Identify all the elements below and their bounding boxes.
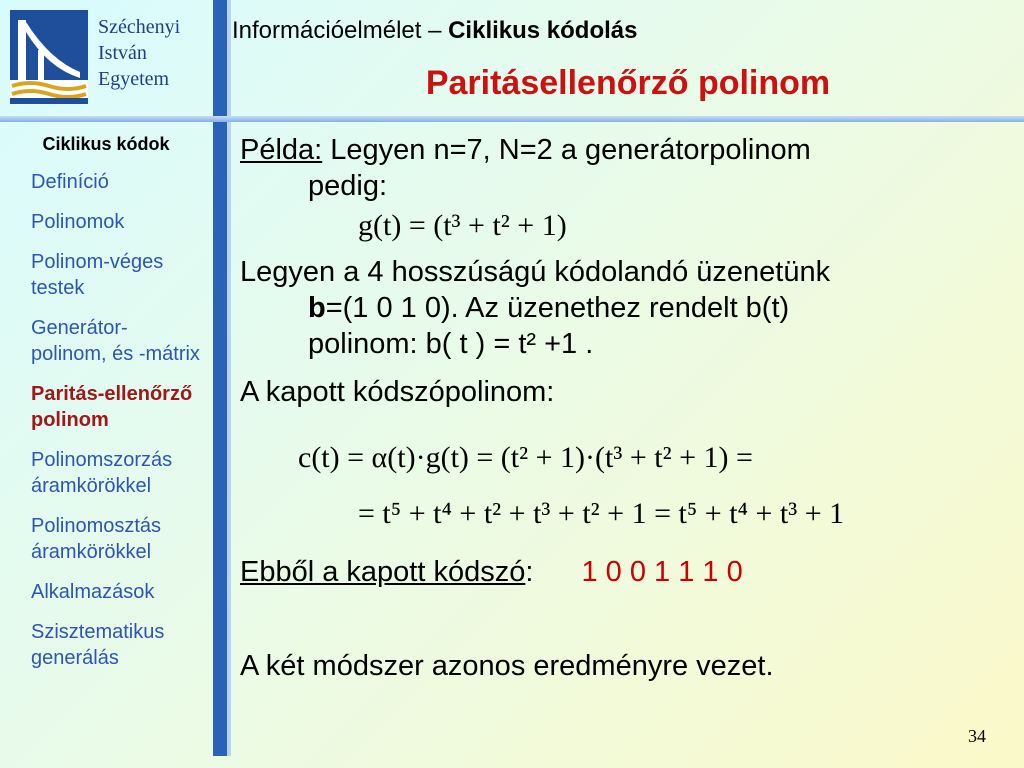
- sidebar-item-polinomosztas[interactable]: Polinomosztás áramkörökkel: [31, 515, 162, 563]
- course-header: [232, 17, 638, 45]
- horizontal-divider: [0, 116, 1024, 122]
- codeword-formula-1: c(t) = α(t)·g(t) = (t² + 1)·(t³ + t² + 1) =: [298, 441, 753, 474]
- sidebar-heading[interactable]: Ciklikus kódok: [42, 134, 170, 154]
- university-logo: [10, 10, 88, 104]
- sidebar-item-szisztematikus[interactable]: Szisztematikus generálás: [31, 621, 165, 669]
- page-number: 34: [968, 726, 986, 746]
- conclusion: A két módszer azonos eredményre vezet.: [240, 650, 774, 682]
- message-b-symbol: b: [308, 292, 326, 324]
- slide-title: Paritásellenőrző polinom: [425, 64, 831, 102]
- course-name: Információelmélet –: [232, 17, 449, 44]
- message-polynomial: polinom: b( t ) = t² +1 .: [308, 328, 594, 360]
- sidebar-item-polinom-veges-testek[interactable]: Polinom-véges testek: [31, 251, 164, 299]
- example-text: Legyen n=7, N=2 a generátorpolinom: [322, 134, 811, 166]
- result-label: Ebből a kapott kódszó: [240, 556, 526, 588]
- result-line: [240, 554, 1010, 590]
- chapter-name: Ciklikus kódolás: [448, 17, 638, 44]
- example-label: Példa:: [240, 134, 323, 166]
- message-line2: [240, 290, 1010, 326]
- generator-formula: g(t) = (t³ + t² + 1): [358, 209, 567, 242]
- slide-content: [240, 132, 1010, 684]
- sidebar-item-paritas-ellenorzo[interactable]: Paritás-ellenőrző polinom: [31, 383, 193, 431]
- example-line: [240, 132, 1010, 168]
- university-line1: Széchenyi: [98, 16, 181, 38]
- sidebar-item-polinomszorzas[interactable]: Polinomszorzás áramkörökkel: [31, 449, 173, 497]
- codeword-value: 1 0 0 1 1 1 0: [581, 556, 743, 588]
- message-line1: Legyen a 4 hosszúságú kódolandó üzenetünk: [240, 256, 831, 288]
- sidebar-item-alkalmazasok[interactable]: Alkalmazások: [31, 581, 155, 603]
- sidebar-nav: [0, 130, 212, 685]
- result-colon: :: [525, 556, 534, 588]
- codeword-poly-heading: A kapott kódszópolinom:: [240, 376, 555, 408]
- example-text-cont: pedig:: [308, 170, 388, 202]
- sidebar-item-definicio[interactable]: Definíció: [31, 171, 109, 193]
- university-line2: István: [98, 42, 147, 64]
- university-line3: Egyetem: [98, 68, 170, 90]
- sidebar-item-polinomok[interactable]: Polinomok: [31, 211, 125, 233]
- message-vector: =(1 0 1 0). Az üzenethez rendelt b(t): [325, 292, 790, 324]
- sidebar-item-generator-polinom[interactable]: Generátor-polinom, és -mátrix: [31, 317, 200, 365]
- university-name: [98, 14, 212, 92]
- codeword-formula-2: = t⁵ + t⁴ + t² + t³ + t² + 1 = t⁵ + t⁴ + t³ + 1: [358, 497, 845, 530]
- vertical-divider: [213, 0, 227, 756]
- vertical-divider-highlight: [227, 0, 231, 756]
